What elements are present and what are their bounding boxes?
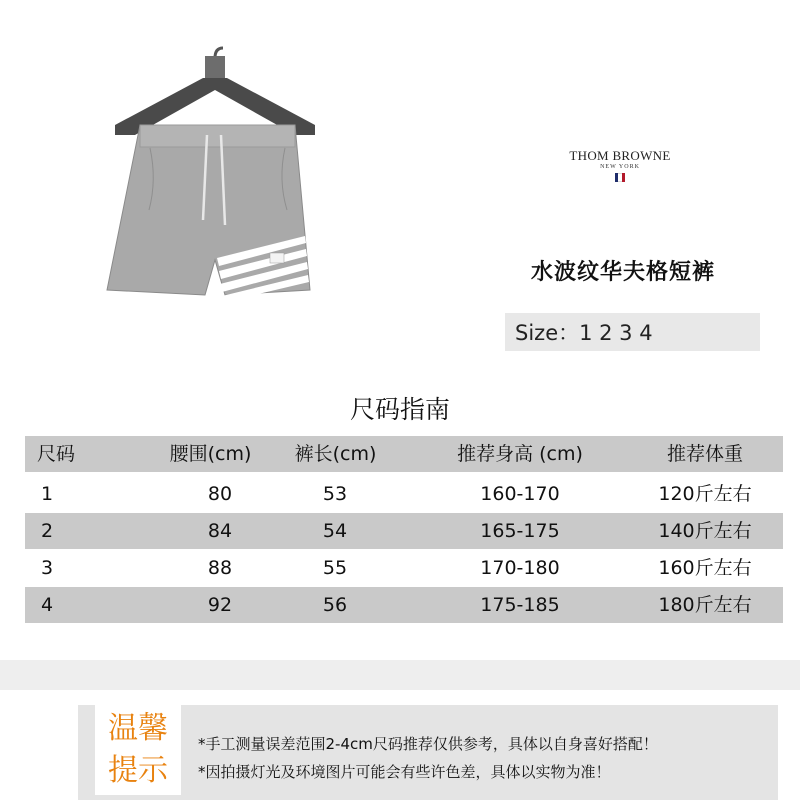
header-weight: 推荐体重	[666, 443, 743, 465]
size-guide-title: 尺码指南	[349, 395, 450, 424]
tricolor-flag-icon	[615, 173, 625, 182]
cell-length: 54	[322, 520, 348, 542]
cell-length: 55	[322, 557, 348, 579]
cell-height: 165-175	[480, 520, 560, 542]
divider-bar	[0, 660, 800, 690]
table-row	[25, 513, 783, 549]
notice-line: *因拍摄灯光及环境图片可能会有些许色差，具体以实物为准！	[198, 763, 611, 781]
cell-height: 175-185	[480, 594, 560, 616]
cell-weight: 160斤左右	[658, 557, 752, 579]
cell-weight: 120斤左右	[658, 483, 752, 505]
brand-name: THOM BROWNE	[569, 148, 671, 163]
notice-line: *手工测量误差范围2-4cm尺码推荐仅供参考，具体以自身喜好搭配！	[198, 735, 658, 753]
size-line: Size：1 2 3 4	[515, 321, 653, 345]
hanger-icon	[115, 48, 315, 135]
product-photo	[95, 40, 335, 320]
cell-size: 2	[41, 520, 54, 542]
notice-badge-line2: 提示	[108, 753, 168, 788]
table-row	[25, 476, 783, 512]
cell-weight: 140斤左右	[658, 520, 752, 542]
cell-waist: 80	[207, 483, 233, 505]
cell-length: 56	[322, 594, 348, 616]
shorts-illustration	[95, 40, 335, 320]
header-length: 裤长(cm)	[294, 443, 377, 465]
brand-logo	[560, 148, 680, 182]
cell-size: 3	[41, 557, 54, 579]
header-height: 推荐身高 (cm)	[457, 443, 583, 465]
cell-weight: 180斤左右	[658, 594, 752, 616]
header-waist: 腰围(cm)	[169, 443, 252, 465]
cell-waist: 92	[207, 594, 233, 616]
table-row	[25, 550, 783, 586]
cell-height: 170-180	[480, 557, 560, 579]
cell-size: 1	[41, 483, 54, 505]
notice-badge-line1: 温馨	[108, 711, 168, 746]
notice-badge	[95, 705, 181, 795]
cell-waist: 84	[207, 520, 233, 542]
cell-length: 53	[322, 483, 348, 505]
cell-size: 4	[41, 594, 54, 616]
cell-waist: 88	[207, 557, 233, 579]
brand-city: NEW YORK	[600, 164, 640, 170]
size-table-header	[25, 436, 783, 472]
cell-height: 160-170	[480, 483, 560, 505]
table-row	[25, 587, 783, 623]
header-size: 尺码	[37, 443, 76, 465]
product-name: 水波纹华夫格短裤	[530, 260, 715, 285]
